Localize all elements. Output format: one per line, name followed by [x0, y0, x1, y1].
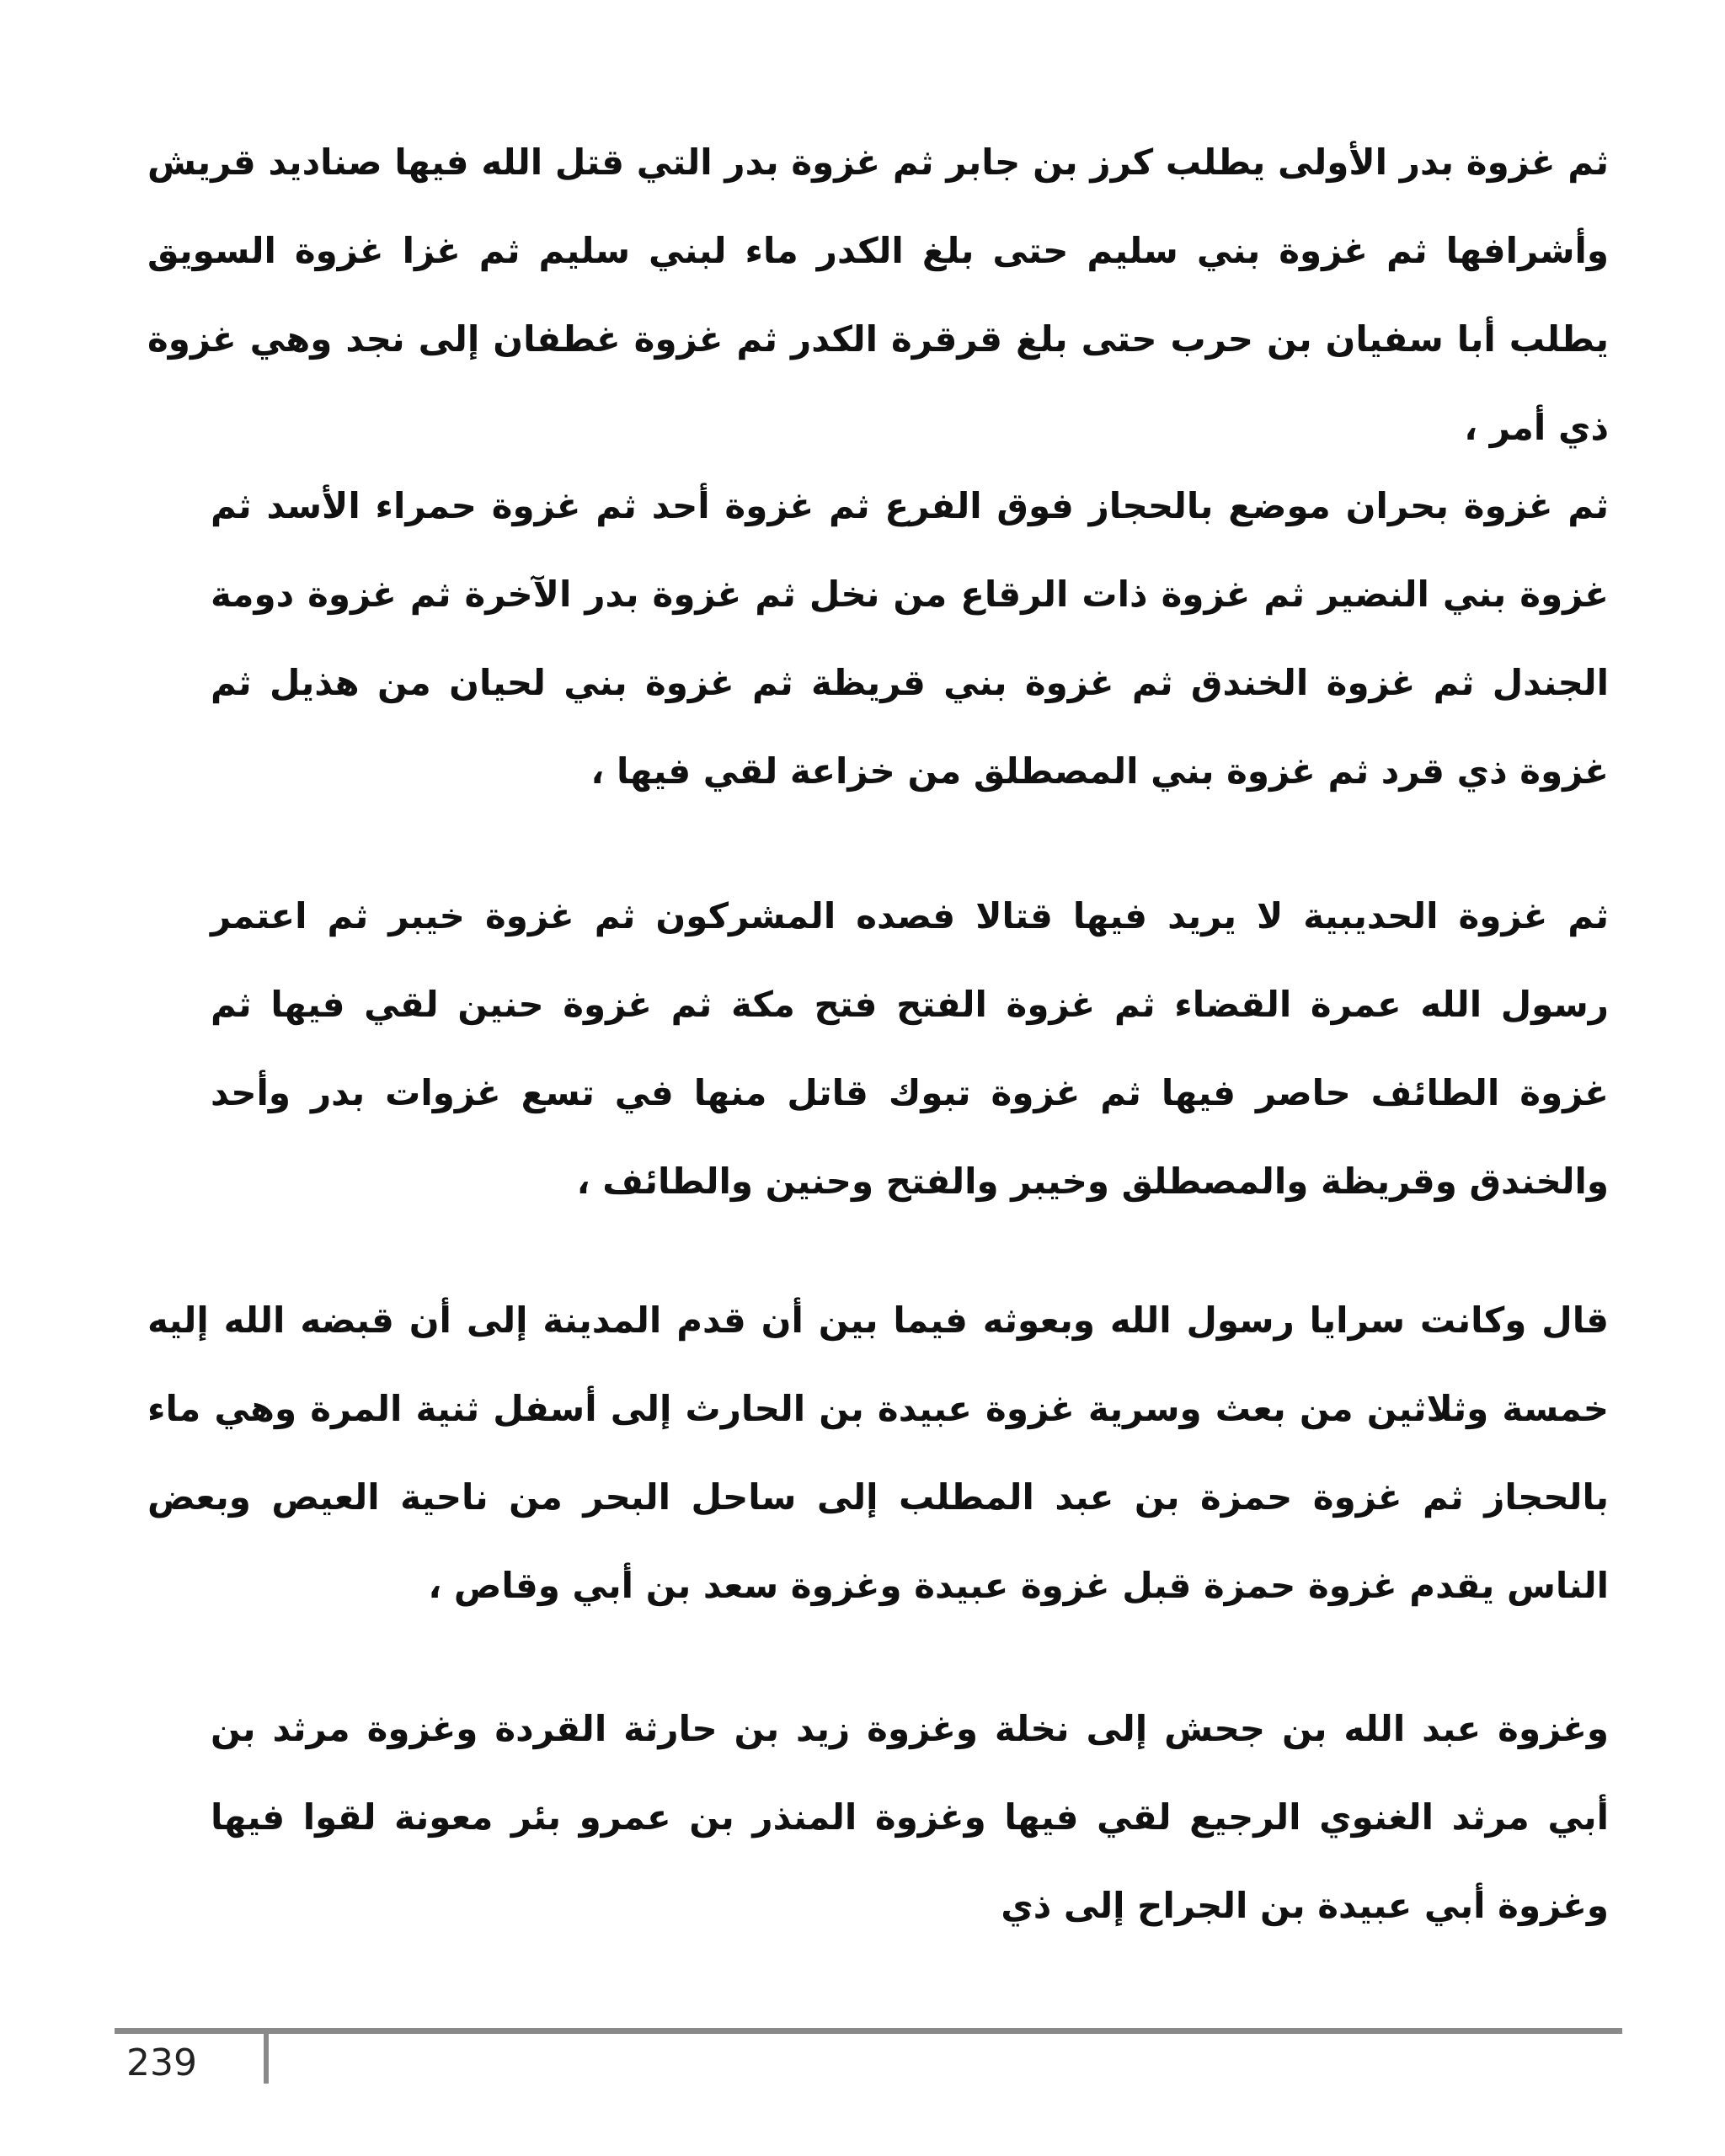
paragraph-4: قال وكانت سرايا رسول الله وبعوثه فيما بين أن قدم المدينة إلى أن قبضه الله إليه خمسة وثلاثين من بعث وسرية غزوة عبيدة بن الحارث إلى أسفل ثنية المرة وهي ماء بالحجاز ثم غزوة حمزة بن عبد المطلب إلى ساحل البحر من ناحية العيص وبعض الناس يقدم غزوة حمزة قبل غزوة عبيدة وغزوة سعد بن أبي وقاص ، [147, 1299, 1609, 1606]
footer-divider [115, 2028, 1622, 2034]
paragraph-2: ثم غزوة بحران موضع بالحجاز فوق الفرع ثم غزوة أحد ثم غزوة حمراء الأسد ثم غزوة بني النضير ثم غزوة ذات الرقاع من نخل ثم غزوة بدر الآخرة ثم غزوة دومة الجندل ثم غزوة الخندق ثم غزوة بني قريظة ثم غزوة بني لحيان من هذيل ثم غزوة ذي قرد ثم غزوة بني المصطلق من خزاعة لقي فيها ، [211, 485, 1609, 792]
paragraph-5: وغزوة عبد الله بن جحش إلى نخلة وغزوة زيد بن حارثة القردة وغزوة مرثد بن أبي مرثد الغنوي الرجيع لقي فيها وغزوة المنذر بن عمرو بئر معونة لقوا فيها وغزوة أبي عبيدة بن الجراح إلى ذي [211, 1708, 1609, 1926]
paragraph-1: ثم غزوة بدر الأولى يطلب كرز بن جابر ثم غزوة بدر التي قتل الله فيها صناديد قريش وأشرافها ثم غزوة بني سليم حتى بلغ الكدر ماء لبني سليم ثم غزا غزوة السويق يطلب أبا سفيان بن حرب حتى بلغ قرقرة الكدر ثم غزوة غطفان إلى نجد وهي غزوة ذي أمر ، [147, 141, 1609, 448]
page-number: 239 [126, 2041, 197, 2084]
footer-tick-divider [264, 2028, 269, 2084]
paragraph-3: ثم غزوة الحديبية لا يريد فيها قتالا فصده المشركون ثم غزوة خيبر ثم اعتمر رسول الله عمرة القضاء ثم غزوة الفتح فتح مكة ثم غزوة حنين لقي فيها ثم غزوة الطائف حاصر فيها ثم غزوة تبوك قاتل منها في تسع غزوات بدر وأحد والخندق وقريظة والمصطلق وخيبر والفتح وحنين والطائف ، [211, 895, 1609, 1202]
